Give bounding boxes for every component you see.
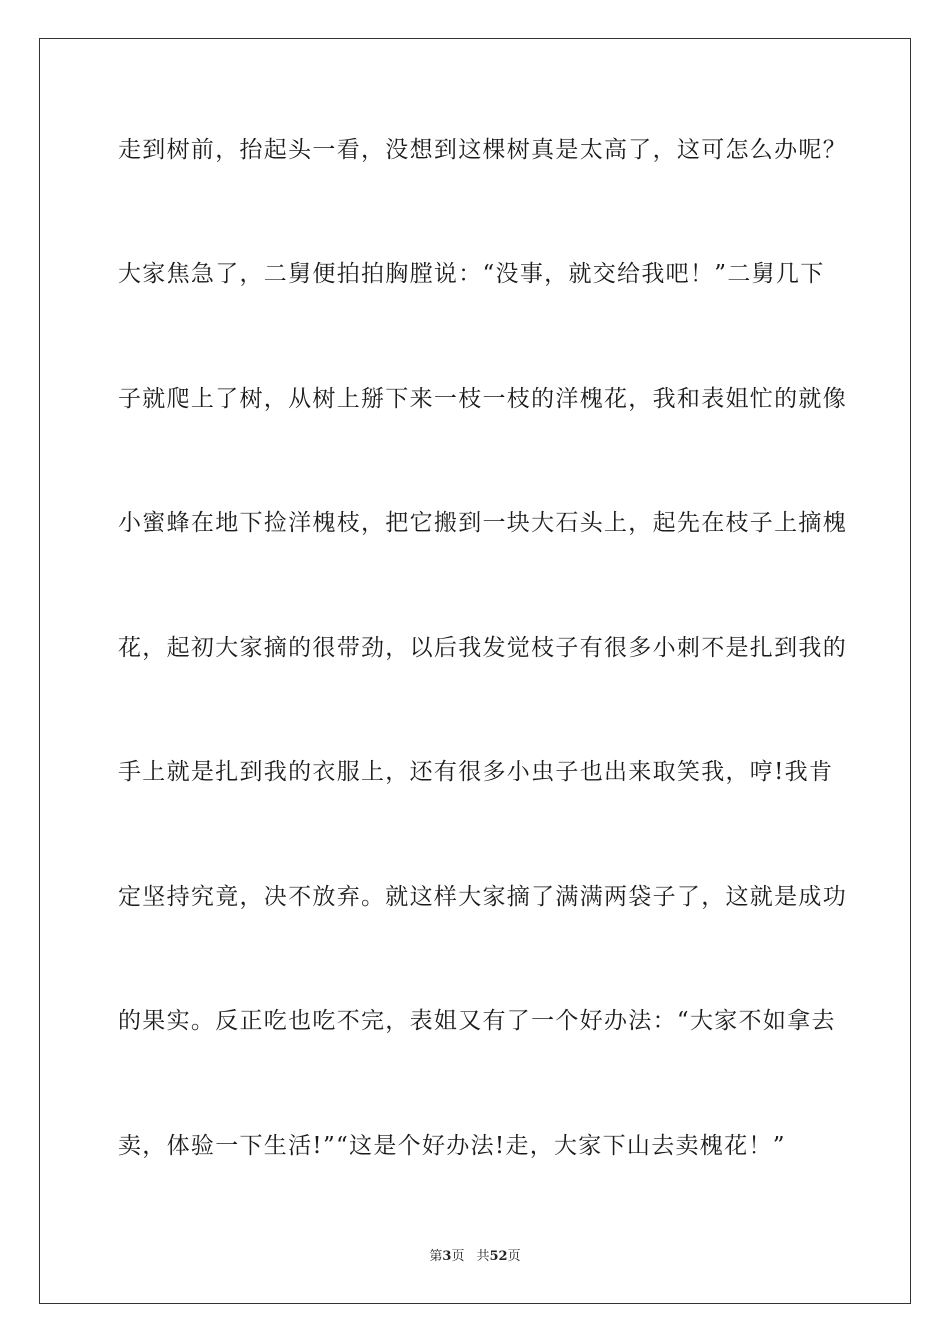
- text-line-6: 手上就是扎到我的衣服上，还有很多小虫子也出来取笑我，哼!我肯: [118, 759, 834, 785]
- text-line-2: 大家焦急了，二舅便拍拍胸膛说：“没事，就交给我吧！”二舅几下: [118, 261, 825, 287]
- text-line-7: 定坚持究竟，决不放弃。就这样大家摘了满满两袋子了，这就是成功: [118, 884, 847, 910]
- text-line-3: 子就爬上了树，从树上掰下来一枝一枝的洋槐花，我和表姐忙的就像: [118, 386, 847, 412]
- total-suffix: 页: [507, 1249, 521, 1264]
- page-border: [39, 38, 911, 1304]
- text-line-8: 的果实。反正吃也吃不完，表姐又有了一个好办法：“大家不如拿去: [118, 1008, 836, 1034]
- total-pages: 52: [489, 1249, 508, 1264]
- text-line-1: 走到树前，抬起头一看，没想到这棵树真是太高了，这可怎么办呢？: [118, 137, 847, 163]
- page-suffix: 页: [451, 1249, 465, 1264]
- text-line-9: 卖，体验一下生活!”“这是个好办法!走，大家下山去卖槐花！”: [118, 1133, 786, 1159]
- text-line-4: 小蜜蜂在地下捡洋槐枝，把它搬到一块大石头上，起先在枝子上摘槐: [118, 510, 847, 536]
- page-prefix: 第: [429, 1249, 443, 1264]
- total-prefix: 共: [476, 1249, 490, 1264]
- page-footer: [0, 1248, 950, 1266]
- page-number: 3: [442, 1249, 452, 1264]
- text-line-5: 花，起初大家摘的很带劲，以后我发觉枝子有很多小刺不是扎到我的: [118, 635, 847, 661]
